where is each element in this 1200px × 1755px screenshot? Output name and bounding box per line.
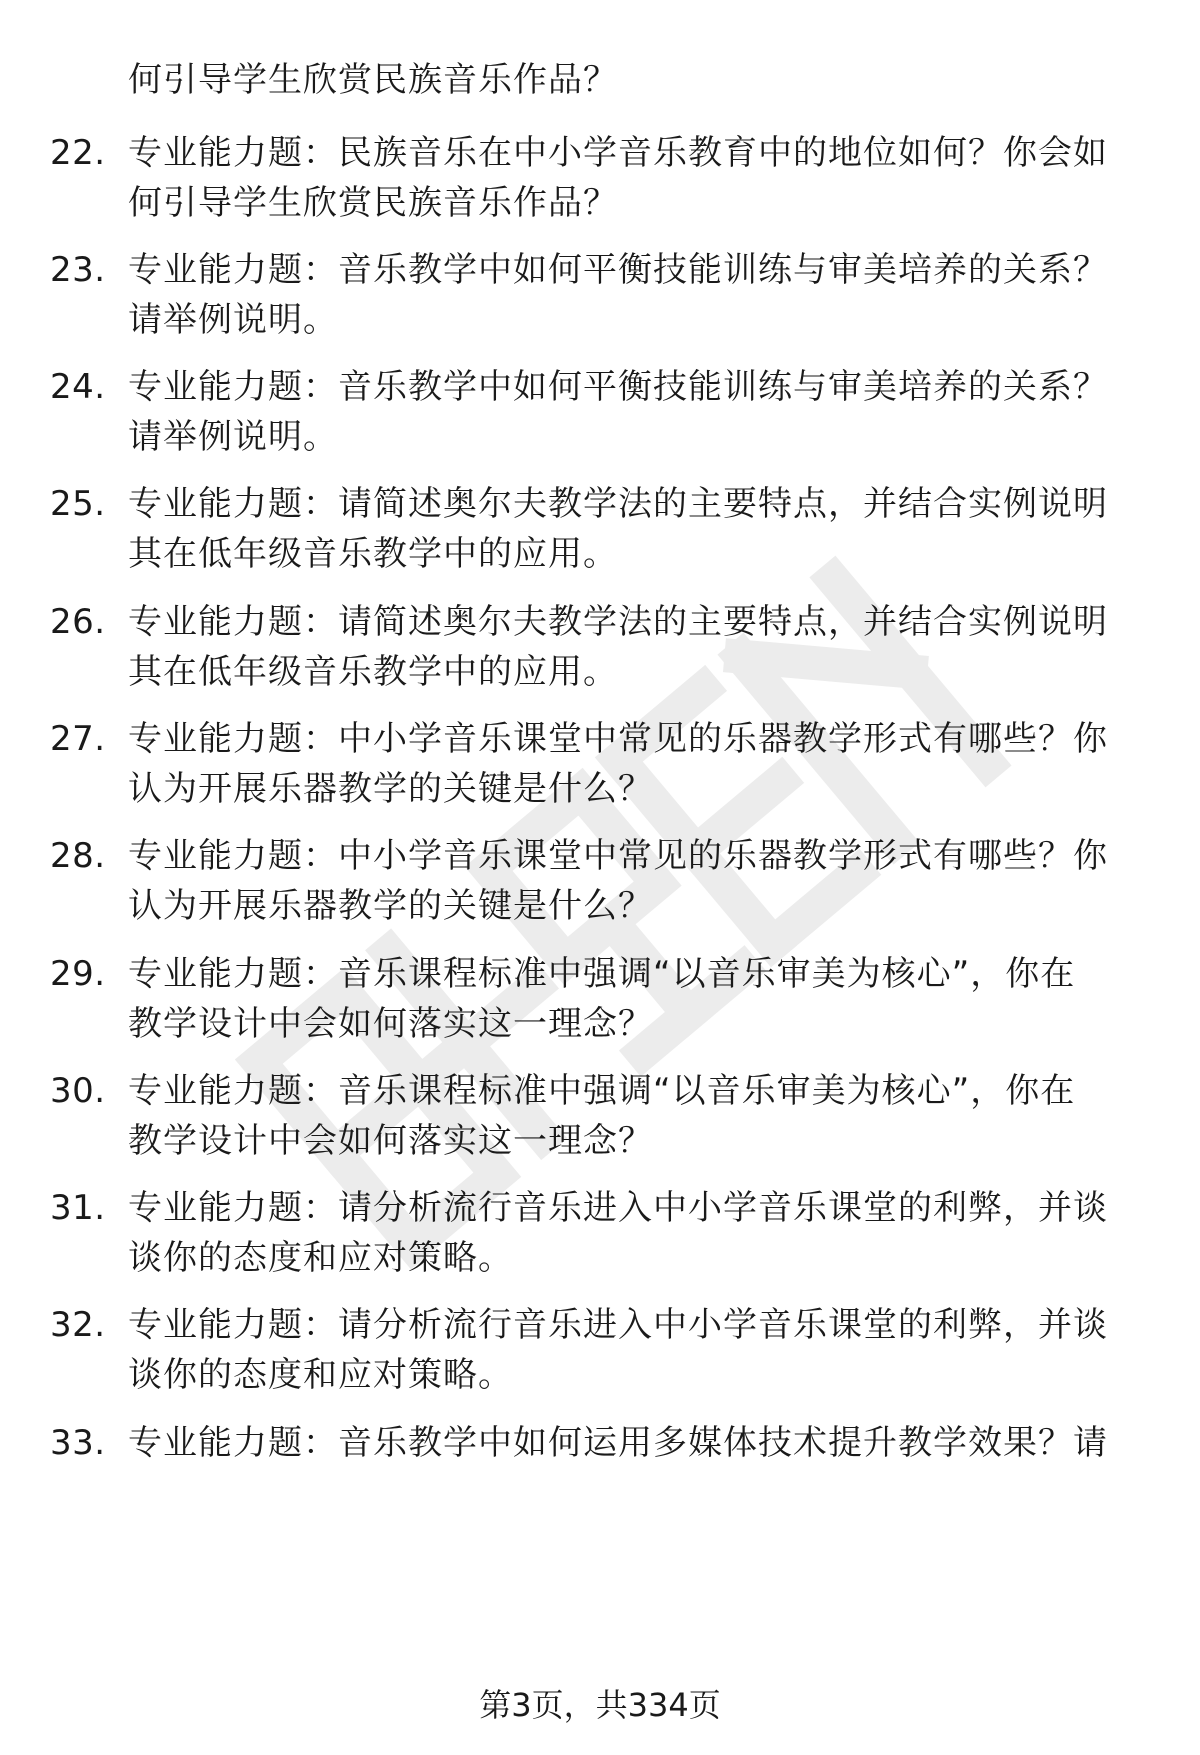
item-line: 专业能力题：请简述奥尔夫教学法的主要特点，并结合实例说明	[128, 602, 1108, 642]
item-text	[128, 597, 1148, 697]
item-line: 谈你的态度和应对策略。	[128, 1355, 513, 1395]
item-text	[128, 1183, 1148, 1283]
item-text	[128, 831, 1148, 931]
item-line: 专业能力题：民族音乐在中小学音乐教育中的地位如何？你会如	[128, 133, 1108, 173]
item-number: 28.	[50, 836, 106, 876]
item-text	[128, 479, 1148, 579]
item-line: 何引导学生欣赏民族音乐作品？	[128, 60, 618, 100]
item-line: 专业能力题：音乐教学中如何运用多媒体技术提升教学效果？请	[128, 1423, 1108, 1463]
item-line: 专业能力题：音乐教学中如何平衡技能训练与审美培养的关系？	[128, 250, 1108, 290]
item-line: 认为开展乐器教学的关键是什么？	[128, 769, 653, 809]
item-number: 32.	[50, 1305, 106, 1345]
item-line: 专业能力题：音乐课程标准中强调“以音乐审美为核心”，你在	[128, 954, 1076, 994]
page-footer: 第3页，共334页	[479, 1686, 721, 1724]
item-line: 教学设计中会如何落实这一理念？	[128, 1121, 653, 1161]
item-number: 25.	[50, 484, 106, 524]
item-number: 23.	[50, 250, 106, 290]
item-line: 专业能力题：中小学音乐课堂中常见的乐器教学形式有哪些？你	[128, 719, 1108, 759]
item-text	[128, 714, 1148, 814]
item-line: 教学设计中会如何落实这一理念？	[128, 1004, 653, 1044]
item-text	[128, 949, 1148, 1049]
item-number: 26.	[50, 602, 106, 642]
item-line: 专业能力题：音乐课程标准中强调“以音乐审美为核心”，你在	[128, 1071, 1076, 1111]
item-text	[128, 245, 1148, 345]
item-line: 专业能力题：请分析流行音乐进入中小学音乐课堂的利弊，并谈	[128, 1305, 1108, 1345]
item-line: 专业能力题：音乐教学中如何平衡技能训练与审美培养的关系？	[128, 367, 1108, 407]
item-line: 其在低年级音乐教学中的应用。	[128, 652, 618, 692]
item-line: 何引导学生欣赏民族音乐作品？	[128, 183, 618, 223]
item-line: 谈你的态度和应对策略。	[128, 1238, 513, 1278]
item-number: 22.	[50, 133, 106, 173]
item-line: 认为开展乐器教学的关键是什么？	[128, 886, 653, 926]
item-text	[128, 362, 1148, 462]
item-text	[128, 1418, 1148, 1468]
item-number: 27.	[50, 719, 106, 759]
item-number: 24.	[50, 367, 106, 407]
item-number: 30.	[50, 1071, 106, 1111]
item-line: 专业能力题：中小学音乐课堂中常见的乐器教学形式有哪些？你	[128, 836, 1108, 876]
item-number: 29.	[50, 954, 106, 994]
item-line: 请举例说明。	[128, 417, 338, 457]
item-text	[128, 128, 1148, 228]
item-line: 专业能力题：请简述奥尔夫教学法的主要特点，并结合实例说明	[128, 484, 1108, 524]
item-line: 其在低年级音乐教学中的应用。	[128, 534, 618, 574]
item-line: 专业能力题：请分析流行音乐进入中小学音乐课堂的利弊，并谈	[128, 1188, 1108, 1228]
item-number: 33.	[50, 1423, 106, 1463]
item-text	[128, 1300, 1148, 1400]
item-line: 请举例说明。	[128, 300, 338, 340]
item-number: 31.	[50, 1188, 106, 1228]
item-text	[128, 1066, 1148, 1166]
item-text	[128, 55, 1148, 105]
